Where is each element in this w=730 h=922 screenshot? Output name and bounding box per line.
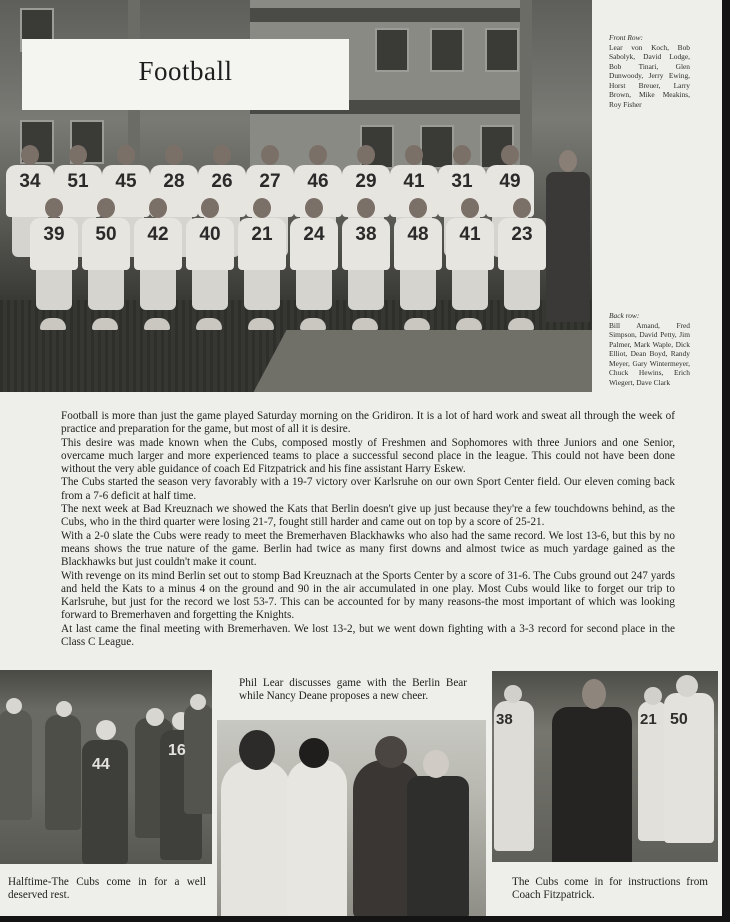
article-paragraph: The Cubs started the season very favorably with a 19-7 victory over Karlsruhe on our own Sport Center field. Our eleven coming back from a 7-6 deficit at half time.	[61, 476, 675, 502]
jersey-number: 23	[498, 218, 546, 270]
bear-mascot-photo	[217, 720, 486, 916]
helmet-on-ground	[92, 318, 118, 330]
team-player	[498, 198, 546, 310]
team-player	[186, 198, 234, 310]
jersey-number: 26	[198, 165, 246, 217]
page-bottom-edge	[0, 916, 730, 922]
team-player	[30, 198, 78, 310]
article-paragraph: This desire was made known when the Cubs, composed mostly of Freshmen and Sophomores with three Juniors and one Senior, overcame much larger and more experienced teams to place a successful second place in the league. This could not have been done without the very able guidance of coach Ed Fitzpatrick and his fine assistant Harry Eskew.	[61, 436, 675, 476]
jersey-number: 51	[54, 165, 102, 217]
back-row-label: Back row:	[609, 311, 640, 320]
back-row-caption	[609, 311, 690, 387]
team-player	[342, 198, 390, 310]
coach-photo-jersey: 21	[640, 711, 657, 728]
jersey-number: 27	[246, 165, 294, 217]
helmet-on-ground	[144, 318, 170, 330]
halftime-jersey: 44	[92, 756, 110, 773]
article-paragraph: With revenge on its mind Berlin set out to stomp Bad Kreuznach at the Sports Center by a score of 31-6. The Cubs ground out 247 yards and held the Kats to a minus 4 on the ground and 90 in the air accumulated in one play. Most Cubs would like to forget our trip to Karlsruhe, but just for the record we lost 53-7. This can be accounted for by many reasons-the most important of which was looking forward to Bremerhaven and forgetting the Knights.	[61, 569, 675, 622]
helmet-on-ground	[508, 318, 534, 330]
team-player	[82, 198, 130, 310]
helmet-on-ground	[300, 318, 326, 330]
front-row-names: Lear von Koch, Bob Sabolyk, David Lodge, Bob Tinari, Glen Dunwoody, Jerry Ewing, Horst Breuer, Larry Brown, Mike Meakins, Roy Fisher	[609, 42, 690, 109]
team-player	[446, 198, 494, 310]
jersey-number: 40	[186, 218, 234, 270]
helmet-on-ground	[248, 318, 274, 330]
coach-photo-jersey: 38	[496, 711, 513, 728]
jersey-number: 41	[446, 218, 494, 270]
jersey-number: 21	[238, 218, 286, 270]
article-paragraph: With a 2-0 slate the Cubs were ready to meet the Bremerhaven Blackhawks who also had the same record. We lost 13-6, but this by no means shows the true nature of the game. Berlin had twice as many first downs and almost twice as much yardage gained as the Blackhawks but just couldn't make it count.	[61, 529, 675, 569]
page-title: Football	[138, 56, 233, 86]
jersey-number: 39	[30, 218, 78, 270]
jersey-number: 24	[290, 218, 338, 270]
jersey-number: 29	[342, 165, 390, 217]
helmet-on-ground	[196, 318, 222, 330]
jersey-number: 48	[394, 218, 442, 270]
jersey-number: 38	[342, 218, 390, 270]
jersey-number: 42	[134, 218, 182, 270]
article-paragraph: The next week at Bad Kreuznach we showed the Kats that Berlin doesn't give up just because they're a few touchdowns behind, as the Cubs, who in the third quarter were losing 21-7, fought still harder and came out on top by a score of 25-21.	[61, 503, 675, 529]
jersey-number: 34	[6, 165, 54, 217]
field-path	[254, 330, 592, 392]
helmet-on-ground	[404, 318, 430, 330]
jersey-number: 49	[486, 165, 534, 217]
coach-photo-jersey: 50	[670, 711, 688, 728]
team-photo	[0, 0, 592, 392]
jersey-number: 50	[82, 218, 130, 270]
article-body	[61, 410, 675, 649]
title-box	[22, 39, 349, 110]
team-player	[238, 198, 286, 310]
front-row-label: Front Row:	[609, 33, 644, 42]
helmet-on-ground	[456, 318, 482, 330]
coach-instructions-photo	[492, 671, 718, 862]
jersey-number: 41	[390, 165, 438, 217]
coach-figure	[546, 150, 590, 330]
halftime-caption: Halftime-The Cubs come in for a well deserved rest.	[8, 876, 206, 901]
helmet-on-ground	[352, 318, 378, 330]
halftime-photo	[0, 670, 212, 864]
jersey-number: 28	[150, 165, 198, 217]
back-row-names: Bill Amand, Fred Simpson, David Petty, Jim Palmer, Mark Waple, Dick Elliot, Dean Boyd, Randy Meyer, Gary Wintermeyer, Chuck Hewins, Erich Wiegert, Dave Clark	[609, 320, 690, 387]
article-paragraph: Football is more than just the game played Saturday morning on the Gridiron. It is a lot of hard work and sweat all through the week of practice and preparation for the game, but most of all it is desire.	[61, 410, 675, 436]
page-binding-edge	[722, 0, 730, 922]
jersey-number: 31	[438, 165, 486, 217]
helmet-on-ground	[40, 318, 66, 330]
article-paragraph: At last came the final meeting with Bremerhaven. We lost 13-2, but we went down fighting with a 3-3 record for second place in the Class C League.	[61, 622, 675, 649]
jersey-number: 45	[102, 165, 150, 217]
team-player	[134, 198, 182, 310]
team-player	[394, 198, 442, 310]
bear-caption: Phil Lear discusses game with the Berlin Bear while Nancy Deane proposes a new cheer.	[239, 677, 467, 702]
jersey-number: 46	[294, 165, 342, 217]
coach-caption: The Cubs come in for instructions from Coach Fitzpatrick.	[512, 876, 708, 901]
front-row-caption	[609, 33, 690, 109]
team-player	[290, 198, 338, 310]
halftime-jersey: 16	[168, 742, 186, 759]
